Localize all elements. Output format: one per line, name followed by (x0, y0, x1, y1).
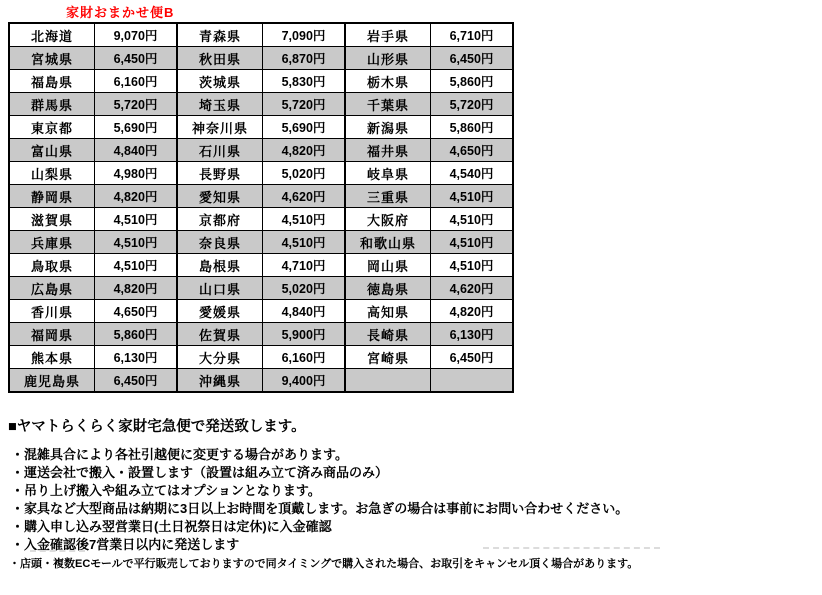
faint-print-artifact (483, 547, 660, 549)
price-cell: 4,510円 (431, 231, 514, 254)
prefecture-cell: 群馬県 (9, 93, 95, 116)
price-cell: 4,650円 (431, 139, 514, 162)
price-cell: 4,510円 (431, 185, 514, 208)
table-row (9, 47, 513, 70)
prefecture-cell: 徳島県 (345, 277, 431, 300)
note-bullet: ・入金確認後7営業日以内に発送します (11, 537, 240, 552)
prefecture-cell: 愛媛県 (177, 300, 263, 323)
price-cell: 4,510円 (263, 231, 346, 254)
price-cell: 6,710円 (431, 23, 514, 47)
prefecture-cell: 宮城県 (9, 47, 95, 70)
prefecture-cell: 東京都 (9, 116, 95, 139)
price-cell: 4,820円 (95, 185, 178, 208)
prefecture-cell: 神奈川県 (177, 116, 263, 139)
prefecture-cell: 静岡県 (9, 185, 95, 208)
price-cell: 5,830円 (263, 70, 346, 93)
note-bullet: ・家具など大型商品は納期に3日以上お時間を頂戴します。お急ぎの場合は事前にお問い合わせください。 (11, 501, 629, 516)
prefecture-cell: 沖縄県 (177, 369, 263, 393)
prefecture-cell: 青森県 (177, 23, 263, 47)
prefecture-cell: 和歌山県 (345, 231, 431, 254)
prefecture-cell: 北海道 (9, 23, 95, 47)
price-cell: 4,820円 (263, 139, 346, 162)
prefecture-cell: 新潟県 (345, 116, 431, 139)
prefecture-cell: 栃木県 (345, 70, 431, 93)
prefecture-cell: 愛知県 (177, 185, 263, 208)
table-row (9, 277, 513, 300)
note-bullet: ・吊り上げ搬入や組み立てはオプションとなります。 (11, 483, 321, 498)
prefecture-cell: 山口県 (177, 277, 263, 300)
prefecture-cell: 富山県 (9, 139, 95, 162)
table-row (9, 116, 513, 139)
price-cell: 4,710円 (263, 254, 346, 277)
price-cell: 4,650円 (95, 300, 178, 323)
price-cell: 5,720円 (263, 93, 346, 116)
price-cell: 6,130円 (95, 346, 178, 369)
prefecture-cell: 福岡県 (9, 323, 95, 346)
price-cell: 5,900円 (263, 323, 346, 346)
prefecture-cell: 岡山県 (345, 254, 431, 277)
table-row (9, 346, 513, 369)
price-cell: 6,160円 (263, 346, 346, 369)
price-cell: 5,690円 (95, 116, 178, 139)
price-cell: 4,510円 (431, 208, 514, 231)
prefecture-cell: 福井県 (345, 139, 431, 162)
prefecture-cell: 長野県 (177, 162, 263, 185)
prefecture-cell: 千葉県 (345, 93, 431, 116)
price-cell: 6,160円 (95, 70, 178, 93)
price-cell: 4,820円 (95, 277, 178, 300)
price-cell: 4,620円 (431, 277, 514, 300)
prefecture-cell: 山梨県 (9, 162, 95, 185)
prefecture-cell: 石川県 (177, 139, 263, 162)
prefecture-cell: 岩手県 (345, 23, 431, 47)
faint-print-artifact (30, 550, 85, 552)
price-cell: 4,510円 (431, 254, 514, 277)
prefecture-cell: 岐阜県 (345, 162, 431, 185)
page-title: 家財おまかせ便B (66, 5, 175, 20)
prefecture-cell: 大阪府 (345, 208, 431, 231)
price-cell: 6,130円 (431, 323, 514, 346)
price-cell: 6,450円 (95, 47, 178, 70)
table-row (9, 185, 513, 208)
notes-heading: ■ヤマトらくらく家財宅急便で発送致します。 (8, 419, 306, 435)
price-cell: 5,860円 (95, 323, 178, 346)
prefecture-cell: 長崎県 (345, 323, 431, 346)
price-cell: 4,980円 (95, 162, 178, 185)
price-cell: 5,020円 (263, 277, 346, 300)
notes-footnote: ・店頭・複数ECモールで平行販売しておりますので同タイミングで購入された場合、お取引をキャンセル頂く場合があります。 (9, 558, 639, 570)
price-cell: 4,540円 (431, 162, 514, 185)
table-row (9, 23, 513, 47)
price-cell: 5,860円 (431, 116, 514, 139)
prefecture-cell: 山形県 (345, 47, 431, 70)
prefecture-cell: 鳥取県 (9, 254, 95, 277)
price-cell: 5,860円 (431, 70, 514, 93)
note-bullet: ・混雑具合により各社引越便に変更する場合があります。 (11, 447, 348, 462)
price-cell: 5,720円 (95, 93, 178, 116)
prefecture-cell: 広島県 (9, 277, 95, 300)
prefecture-cell: 熊本県 (9, 346, 95, 369)
price-cell: 4,620円 (263, 185, 346, 208)
price-cell: 4,510円 (95, 254, 178, 277)
table-row (9, 162, 513, 185)
price-cell (431, 369, 514, 393)
prefecture-cell: 大分県 (177, 346, 263, 369)
prefecture-cell: 兵庫県 (9, 231, 95, 254)
price-cell: 9,070円 (95, 23, 178, 47)
price-cell: 4,840円 (263, 300, 346, 323)
price-cell: 6,870円 (263, 47, 346, 70)
price-cell: 6,450円 (431, 47, 514, 70)
prefecture-cell: 奈良県 (177, 231, 263, 254)
note-bullet: ・購入申し込み翌営業日(土日祝祭日は定休)に入金確認 (11, 519, 332, 534)
prefecture-cell: 滋賀県 (9, 208, 95, 231)
table-row (9, 70, 513, 93)
note-bullet: ・運送会社で搬入・設置します（設置は組み立て済み商品のみ） (11, 465, 389, 480)
price-cell: 9,400円 (263, 369, 346, 393)
table-row (9, 323, 513, 346)
price-cell: 4,510円 (263, 208, 346, 231)
table-row (9, 93, 513, 116)
prefecture-cell: 鹿児島県 (9, 369, 95, 393)
prefecture-cell: 埼玉県 (177, 93, 263, 116)
price-cell: 4,510円 (95, 208, 178, 231)
rate-table-body (9, 23, 513, 392)
price-cell: 7,090円 (263, 23, 346, 47)
notes-bullet-list (11, 446, 628, 554)
prefecture-cell: 島根県 (177, 254, 263, 277)
table-row (9, 369, 513, 393)
price-cell: 4,820円 (431, 300, 514, 323)
prefecture-cell: 京都府 (177, 208, 263, 231)
prefecture-cell: 香川県 (9, 300, 95, 323)
price-cell: 6,450円 (95, 369, 178, 393)
price-cell: 4,840円 (95, 139, 178, 162)
prefecture-cell: 福島県 (9, 70, 95, 93)
price-cell: 6,450円 (431, 346, 514, 369)
price-cell: 5,690円 (263, 116, 346, 139)
table-row (9, 231, 513, 254)
prefecture-cell: 宮崎県 (345, 346, 431, 369)
prefecture-cell: 秋田県 (177, 47, 263, 70)
prefecture-cell: 三重県 (345, 185, 431, 208)
table-row (9, 254, 513, 277)
shipping-rate-table (8, 22, 514, 393)
table-row (9, 208, 513, 231)
prefecture-cell: 佐賀県 (177, 323, 263, 346)
price-cell: 5,020円 (263, 162, 346, 185)
price-cell: 5,720円 (431, 93, 514, 116)
table-row (9, 300, 513, 323)
prefecture-cell: 高知県 (345, 300, 431, 323)
prefecture-cell: 茨城県 (177, 70, 263, 93)
prefecture-cell (345, 369, 431, 393)
price-cell: 4,510円 (95, 231, 178, 254)
table-row (9, 139, 513, 162)
